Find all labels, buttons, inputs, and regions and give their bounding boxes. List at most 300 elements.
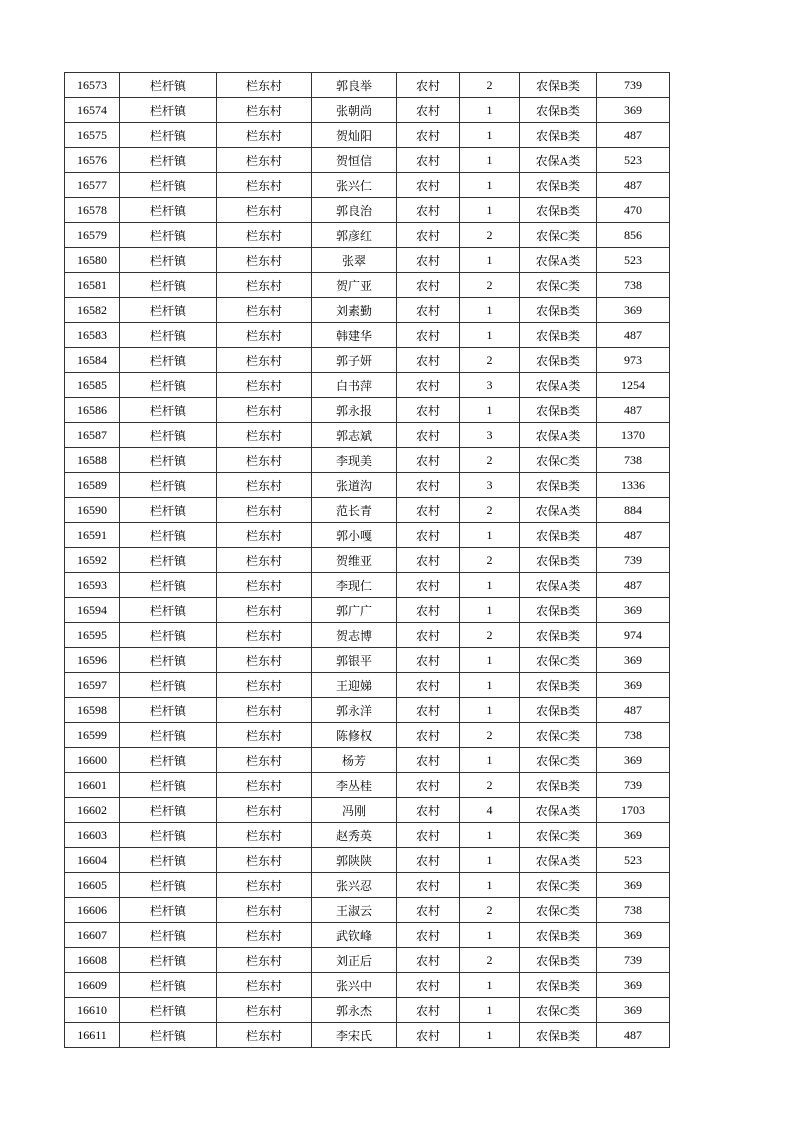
cell-type: 农村 <box>397 823 460 848</box>
cell-name: 张道沟 <box>312 473 397 498</box>
cell-village: 栏东村 <box>217 698 312 723</box>
table-row <box>65 573 670 598</box>
cell-village: 栏东村 <box>217 173 312 198</box>
cell-amount: 738 <box>597 448 670 473</box>
cell-village: 栏东村 <box>217 548 312 573</box>
cell-count: 1 <box>460 998 520 1023</box>
cell-name: 李现美 <box>312 448 397 473</box>
cell-id: 16593 <box>65 573 120 598</box>
table-row <box>65 898 670 923</box>
cell-village: 栏东村 <box>217 973 312 998</box>
cell-category: 农保C类 <box>520 648 597 673</box>
cell-category: 农保B类 <box>520 698 597 723</box>
cell-amount: 738 <box>597 898 670 923</box>
cell-town: 栏杆镇 <box>120 848 217 873</box>
cell-village: 栏东村 <box>217 573 312 598</box>
cell-count: 1 <box>460 973 520 998</box>
cell-name: 贺志博 <box>312 623 397 648</box>
cell-id: 16603 <box>65 823 120 848</box>
cell-count: 2 <box>460 723 520 748</box>
cell-count: 2 <box>460 898 520 923</box>
cell-count: 4 <box>460 798 520 823</box>
table-row <box>65 748 670 773</box>
cell-category: 农保B类 <box>520 198 597 223</box>
cell-id: 16592 <box>65 548 120 573</box>
cell-type: 农村 <box>397 273 460 298</box>
cell-amount: 739 <box>597 73 670 98</box>
cell-count: 1 <box>460 1023 520 1048</box>
cell-town: 栏杆镇 <box>120 648 217 673</box>
cell-category: 农保A类 <box>520 848 597 873</box>
cell-count: 2 <box>460 623 520 648</box>
cell-count: 1 <box>460 198 520 223</box>
cell-type: 农村 <box>397 73 460 98</box>
cell-category: 农保B类 <box>520 623 597 648</box>
cell-id: 16606 <box>65 898 120 923</box>
cell-id: 16589 <box>65 473 120 498</box>
cell-name: 李现仁 <box>312 573 397 598</box>
table-row <box>65 523 670 548</box>
cell-amount: 487 <box>597 323 670 348</box>
cell-id: 16599 <box>65 723 120 748</box>
cell-village: 栏东村 <box>217 798 312 823</box>
cell-town: 栏杆镇 <box>120 298 217 323</box>
cell-town: 栏杆镇 <box>120 748 217 773</box>
cell-town: 栏杆镇 <box>120 73 217 98</box>
cell-type: 农村 <box>397 1023 460 1048</box>
cell-type: 农村 <box>397 473 460 498</box>
cell-category: 农保A类 <box>520 423 597 448</box>
cell-town: 栏杆镇 <box>120 373 217 398</box>
cell-type: 农村 <box>397 498 460 523</box>
cell-amount: 487 <box>597 698 670 723</box>
cell-type: 农村 <box>397 948 460 973</box>
cell-name: 张朝尚 <box>312 98 397 123</box>
cell-type: 农村 <box>397 923 460 948</box>
cell-category: 农保B类 <box>520 923 597 948</box>
cell-town: 栏杆镇 <box>120 323 217 348</box>
cell-name: 郭陕陕 <box>312 848 397 873</box>
cell-type: 农村 <box>397 623 460 648</box>
cell-amount: 739 <box>597 548 670 573</box>
cell-village: 栏东村 <box>217 273 312 298</box>
table-row <box>65 623 670 648</box>
cell-amount: 738 <box>597 273 670 298</box>
cell-amount: 369 <box>597 973 670 998</box>
cell-count: 2 <box>460 548 520 573</box>
cell-category: 农保B类 <box>520 673 597 698</box>
cell-id: 16611 <box>65 1023 120 1048</box>
cell-id: 16596 <box>65 648 120 673</box>
cell-village: 栏东村 <box>217 623 312 648</box>
cell-type: 农村 <box>397 423 460 448</box>
cell-category: 农保B类 <box>520 348 597 373</box>
cell-village: 栏东村 <box>217 323 312 348</box>
cell-count: 2 <box>460 498 520 523</box>
cell-category: 农保B类 <box>520 1023 597 1048</box>
cell-amount: 369 <box>597 923 670 948</box>
cell-type: 农村 <box>397 523 460 548</box>
cell-count: 3 <box>460 373 520 398</box>
cell-town: 栏杆镇 <box>120 223 217 248</box>
cell-count: 2 <box>460 448 520 473</box>
cell-town: 栏杆镇 <box>120 148 217 173</box>
cell-category: 农保B类 <box>520 948 597 973</box>
cell-name: 张兴中 <box>312 973 397 998</box>
cell-name: 杨芳 <box>312 748 397 773</box>
cell-type: 农村 <box>397 173 460 198</box>
cell-name: 郭永杰 <box>312 998 397 1023</box>
cell-name: 郭良治 <box>312 198 397 223</box>
cell-id: 16610 <box>65 998 120 1023</box>
cell-village: 栏东村 <box>217 523 312 548</box>
cell-type: 农村 <box>397 248 460 273</box>
cell-count: 3 <box>460 423 520 448</box>
cell-amount: 739 <box>597 773 670 798</box>
cell-category: 农保A类 <box>520 373 597 398</box>
cell-category: 农保A类 <box>520 798 597 823</box>
cell-count: 1 <box>460 598 520 623</box>
cell-town: 栏杆镇 <box>120 598 217 623</box>
table-row <box>65 373 670 398</box>
cell-village: 栏东村 <box>217 498 312 523</box>
cell-town: 栏杆镇 <box>120 248 217 273</box>
table-row <box>65 948 670 973</box>
cell-name: 刘正后 <box>312 948 397 973</box>
table-row <box>65 798 670 823</box>
cell-town: 栏杆镇 <box>120 973 217 998</box>
cell-amount: 973 <box>597 348 670 373</box>
cell-category: 农保A类 <box>520 498 597 523</box>
table-row <box>65 848 670 873</box>
cell-category: 农保C类 <box>520 273 597 298</box>
cell-count: 1 <box>460 848 520 873</box>
cell-count: 1 <box>460 923 520 948</box>
cell-id: 16600 <box>65 748 120 773</box>
cell-town: 栏杆镇 <box>120 573 217 598</box>
cell-category: 农保C类 <box>520 998 597 1023</box>
cell-town: 栏杆镇 <box>120 548 217 573</box>
cell-name: 郭良举 <box>312 73 397 98</box>
cell-id: 16577 <box>65 173 120 198</box>
cell-type: 农村 <box>397 773 460 798</box>
cell-name: 陈修权 <box>312 723 397 748</box>
cell-id: 16579 <box>65 223 120 248</box>
cell-village: 栏东村 <box>217 823 312 848</box>
cell-town: 栏杆镇 <box>120 673 217 698</box>
cell-id: 16591 <box>65 523 120 548</box>
cell-category: 农保B类 <box>520 523 597 548</box>
cell-name: 赵秀英 <box>312 823 397 848</box>
cell-village: 栏东村 <box>217 373 312 398</box>
cell-category: 农保B类 <box>520 173 597 198</box>
table-row <box>65 548 670 573</box>
cell-type: 农村 <box>397 898 460 923</box>
cell-village: 栏东村 <box>217 773 312 798</box>
cell-type: 农村 <box>397 848 460 873</box>
cell-category: 农保A类 <box>520 248 597 273</box>
cell-type: 农村 <box>397 973 460 998</box>
cell-amount: 856 <box>597 223 670 248</box>
cell-id: 16584 <box>65 348 120 373</box>
cell-village: 栏东村 <box>217 923 312 948</box>
cell-town: 栏杆镇 <box>120 998 217 1023</box>
cell-type: 农村 <box>397 148 460 173</box>
cell-amount: 369 <box>597 673 670 698</box>
cell-amount: 1254 <box>597 373 670 398</box>
cell-id: 16598 <box>65 698 120 723</box>
cell-count: 2 <box>460 773 520 798</box>
cell-name: 武钦峰 <box>312 923 397 948</box>
cell-village: 栏东村 <box>217 748 312 773</box>
cell-category: 农保C类 <box>520 823 597 848</box>
cell-amount: 369 <box>597 648 670 673</box>
cell-category: 农保A类 <box>520 148 597 173</box>
cell-village: 栏东村 <box>217 1023 312 1048</box>
cell-town: 栏杆镇 <box>120 523 217 548</box>
cell-village: 栏东村 <box>217 598 312 623</box>
cell-type: 农村 <box>397 373 460 398</box>
records-table <box>64 72 670 1048</box>
cell-id: 16574 <box>65 98 120 123</box>
cell-type: 农村 <box>397 748 460 773</box>
table-row <box>65 723 670 748</box>
table-row <box>65 98 670 123</box>
cell-id: 16601 <box>65 773 120 798</box>
cell-name: 贺维亚 <box>312 548 397 573</box>
cell-name: 贺广亚 <box>312 273 397 298</box>
cell-village: 栏东村 <box>217 673 312 698</box>
cell-name: 张兴忍 <box>312 873 397 898</box>
table-row <box>65 673 670 698</box>
table-row <box>65 648 670 673</box>
cell-amount: 487 <box>597 523 670 548</box>
cell-type: 农村 <box>397 648 460 673</box>
cell-id: 16582 <box>65 298 120 323</box>
table-row <box>65 823 670 848</box>
cell-town: 栏杆镇 <box>120 398 217 423</box>
cell-type: 农村 <box>397 398 460 423</box>
cell-type: 农村 <box>397 573 460 598</box>
cell-name: 刘素勤 <box>312 298 397 323</box>
cell-name: 王淑云 <box>312 898 397 923</box>
cell-type: 农村 <box>397 223 460 248</box>
cell-id: 16580 <box>65 248 120 273</box>
cell-amount: 487 <box>597 398 670 423</box>
table-row <box>65 123 670 148</box>
cell-id: 16597 <box>65 673 120 698</box>
cell-amount: 523 <box>597 248 670 273</box>
cell-town: 栏杆镇 <box>120 473 217 498</box>
table-row <box>65 173 670 198</box>
cell-village: 栏东村 <box>217 948 312 973</box>
cell-name: 郭子妍 <box>312 348 397 373</box>
table-row <box>65 973 670 998</box>
cell-id: 16605 <box>65 873 120 898</box>
cell-id: 16602 <box>65 798 120 823</box>
cell-id: 16585 <box>65 373 120 398</box>
cell-id: 16608 <box>65 948 120 973</box>
cell-id: 16575 <box>65 123 120 148</box>
cell-amount: 487 <box>597 123 670 148</box>
cell-count: 1 <box>460 698 520 723</box>
cell-town: 栏杆镇 <box>120 798 217 823</box>
table-row <box>65 248 670 273</box>
cell-town: 栏杆镇 <box>120 773 217 798</box>
table-row <box>65 873 670 898</box>
table-row <box>65 773 670 798</box>
cell-village: 栏东村 <box>217 98 312 123</box>
table-row <box>65 1023 670 1048</box>
table-row <box>65 598 670 623</box>
cell-count: 1 <box>460 248 520 273</box>
cell-type: 农村 <box>397 548 460 573</box>
cell-count: 1 <box>460 573 520 598</box>
cell-category: 农保C类 <box>520 873 597 898</box>
cell-id: 16586 <box>65 398 120 423</box>
table-row <box>65 198 670 223</box>
cell-category: 农保C类 <box>520 223 597 248</box>
cell-village: 栏东村 <box>217 873 312 898</box>
cell-village: 栏东村 <box>217 473 312 498</box>
cell-type: 农村 <box>397 198 460 223</box>
cell-count: 1 <box>460 323 520 348</box>
cell-village: 栏东村 <box>217 723 312 748</box>
cell-id: 16590 <box>65 498 120 523</box>
cell-name: 郭银平 <box>312 648 397 673</box>
cell-village: 栏东村 <box>217 198 312 223</box>
cell-village: 栏东村 <box>217 423 312 448</box>
table-row <box>65 73 670 98</box>
cell-village: 栏东村 <box>217 298 312 323</box>
cell-town: 栏杆镇 <box>120 98 217 123</box>
cell-type: 农村 <box>397 323 460 348</box>
cell-name: 郭志斌 <box>312 423 397 448</box>
cell-count: 2 <box>460 273 520 298</box>
cell-amount: 1336 <box>597 473 670 498</box>
cell-category: 农保C类 <box>520 898 597 923</box>
cell-category: 农保C类 <box>520 748 597 773</box>
cell-id: 16607 <box>65 923 120 948</box>
cell-village: 栏东村 <box>217 73 312 98</box>
cell-amount: 487 <box>597 1023 670 1048</box>
cell-town: 栏杆镇 <box>120 698 217 723</box>
cell-name: 郭彦红 <box>312 223 397 248</box>
cell-type: 农村 <box>397 723 460 748</box>
cell-type: 农村 <box>397 798 460 823</box>
cell-count: 1 <box>460 748 520 773</box>
cell-amount: 739 <box>597 948 670 973</box>
cell-id: 16583 <box>65 323 120 348</box>
cell-town: 栏杆镇 <box>120 923 217 948</box>
cell-count: 1 <box>460 823 520 848</box>
cell-village: 栏东村 <box>217 998 312 1023</box>
cell-town: 栏杆镇 <box>120 198 217 223</box>
cell-category: 农保B类 <box>520 598 597 623</box>
cell-count: 1 <box>460 173 520 198</box>
cell-id: 16594 <box>65 598 120 623</box>
cell-town: 栏杆镇 <box>120 948 217 973</box>
table-body <box>65 73 670 1048</box>
cell-category: 农保C类 <box>520 723 597 748</box>
cell-town: 栏杆镇 <box>120 273 217 298</box>
cell-amount: 369 <box>597 598 670 623</box>
cell-count: 1 <box>460 298 520 323</box>
cell-type: 农村 <box>397 698 460 723</box>
cell-type: 农村 <box>397 598 460 623</box>
cell-type: 农村 <box>397 123 460 148</box>
cell-count: 1 <box>460 873 520 898</box>
cell-type: 农村 <box>397 998 460 1023</box>
cell-town: 栏杆镇 <box>120 1023 217 1048</box>
cell-count: 1 <box>460 673 520 698</box>
cell-category: 农保B类 <box>520 98 597 123</box>
cell-amount: 470 <box>597 198 670 223</box>
cell-category: 农保B类 <box>520 73 597 98</box>
cell-amount: 369 <box>597 998 670 1023</box>
cell-amount: 523 <box>597 848 670 873</box>
cell-count: 1 <box>460 123 520 148</box>
cell-name: 李丛桂 <box>312 773 397 798</box>
cell-type: 农村 <box>397 298 460 323</box>
cell-name: 范长青 <box>312 498 397 523</box>
cell-name: 冯刚 <box>312 798 397 823</box>
cell-count: 3 <box>460 473 520 498</box>
cell-type: 农村 <box>397 673 460 698</box>
cell-id: 16578 <box>65 198 120 223</box>
cell-village: 栏东村 <box>217 398 312 423</box>
table-row <box>65 148 670 173</box>
table-row <box>65 423 670 448</box>
cell-amount: 369 <box>597 748 670 773</box>
cell-category: 农保A类 <box>520 573 597 598</box>
cell-town: 栏杆镇 <box>120 823 217 848</box>
cell-amount: 369 <box>597 298 670 323</box>
cell-type: 农村 <box>397 348 460 373</box>
cell-village: 栏东村 <box>217 848 312 873</box>
table-row <box>65 448 670 473</box>
table-row <box>65 473 670 498</box>
cell-category: 农保C类 <box>520 448 597 473</box>
cell-count: 1 <box>460 648 520 673</box>
table-row <box>65 998 670 1023</box>
cell-amount: 884 <box>597 498 670 523</box>
cell-category: 农保B类 <box>520 973 597 998</box>
cell-category: 农保B类 <box>520 323 597 348</box>
cell-id: 16587 <box>65 423 120 448</box>
cell-id: 16576 <box>65 148 120 173</box>
cell-name: 王迎娣 <box>312 673 397 698</box>
cell-town: 栏杆镇 <box>120 723 217 748</box>
cell-id: 16595 <box>65 623 120 648</box>
cell-village: 栏东村 <box>217 448 312 473</box>
cell-id: 16609 <box>65 973 120 998</box>
cell-town: 栏杆镇 <box>120 123 217 148</box>
cell-type: 农村 <box>397 98 460 123</box>
cell-town: 栏杆镇 <box>120 898 217 923</box>
cell-name: 郭永洋 <box>312 698 397 723</box>
table-row <box>65 923 670 948</box>
cell-town: 栏杆镇 <box>120 623 217 648</box>
cell-town: 栏杆镇 <box>120 173 217 198</box>
cell-count: 2 <box>460 223 520 248</box>
table-row <box>65 298 670 323</box>
cell-type: 农村 <box>397 873 460 898</box>
cell-category: 农保B类 <box>520 298 597 323</box>
cell-town: 栏杆镇 <box>120 448 217 473</box>
cell-amount: 487 <box>597 573 670 598</box>
cell-name: 郭永报 <box>312 398 397 423</box>
